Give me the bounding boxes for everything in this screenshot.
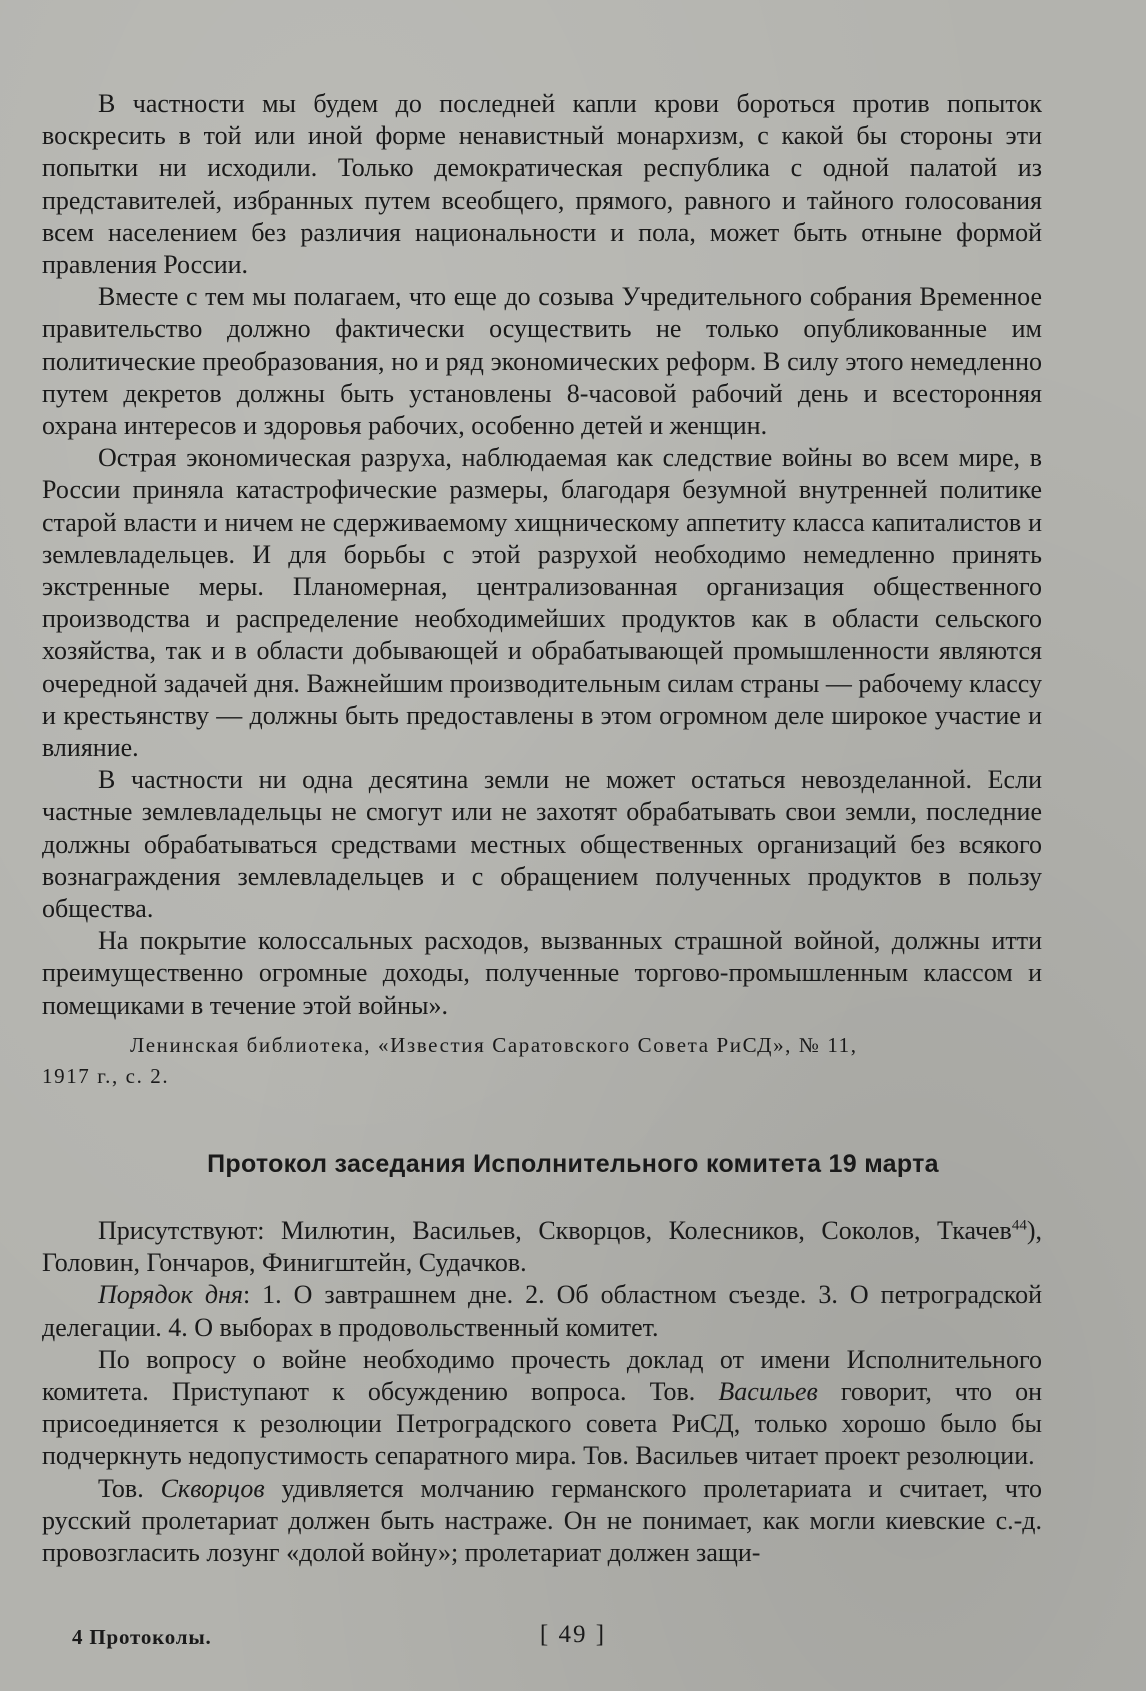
footnote-reference: 44: [1011, 1217, 1027, 1234]
discussion-text-1a: По вопросу о войне необходимо прочесть доклад от имени Исполнительного комитета. Приступают к обсуждению вопроса. Тов.: [42, 1344, 1042, 1407]
attendees-list: Милютин, Васильев, Скворцов, Колесников, Соколов, Ткачев: [281, 1216, 1012, 1245]
attendees-label: Присутствуют:: [98, 1216, 265, 1245]
citation-line-2: 1917 г., с. 2.: [42, 1064, 170, 1088]
printer-signature-mark: 4 Протоколы.: [72, 1625, 212, 1649]
speaker-name-vasiliev: Васильев: [718, 1377, 818, 1407]
agenda-label: Порядок дня: [98, 1280, 243, 1310]
discussion-text-2a: Тов.: [98, 1473, 161, 1503]
discussion-text-2b: удивляется молчанию германского пролетариата и считает, что русский пролетариат должен быть настраже. Он не понимает, как могли киевские с.-д. провозгласить лозунг «долой войну»; пролетариат должен защи-: [42, 1473, 1042, 1568]
discussion-paragraph-1: [42, 1344, 1042, 1473]
quote-paragraph-3: Острая экономическая разруха, наблюдаемая как следствие войны во всем мире, в России приняла катастрофические размеры, благодаря безумной внутренней политике старой власти и ничем не сдерживаемому хищническому аппетиту класса капиталистов и землевладельцев. И для борьбы с этой разрухой необходимо немедленно принять экстренные меры. Планомерная, централизованная организация общественного производства и распределение необходимейших продуктов как в области сельского хозяйства, так и в области добывающей и обрабатывающей промышленности являются очередной задачей дня. Важнейшим производительным силам страны — рабочему классу и крестьянству — должны быть предоставлены в этом огромном деле широкое участие и влияние.: [42, 443, 1042, 763]
quote-paragraph-2: Вместе с тем мы полагаем, что еще до созыва Учредительного собрания Временное правительство должно фактически осуществить не только опубликованные им политические преобразования, но и ряд экономических реформ. В силу этого немедленно путем декретов должны быть установлены 8-часовой рабочий день и всесторонняя охрана интересов и здоровья рабочих, особенно детей и женщин.: [42, 282, 1042, 441]
agenda-paragraph: [42, 1279, 1042, 1343]
citation-line-1: Ленинская библиотека, «Известия Саратовского Совета РиСД», № 11,: [130, 1033, 858, 1057]
quote-paragraph-4: В частности ни одна десятина земли не может остаться невозделанной. Если частные землевладельцы не смогут или не захотят обрабатывать свои земли, последние должны обрабатываться средствами местных общественных организаций без всякого вознаграждения землевладельцев и с обращением полученных продуктов в пользу общества.: [42, 765, 1042, 924]
speaker-name-skvortsov: Скворцов: [160, 1473, 265, 1503]
quote-paragraph-1: В частности мы будем до последней капли крови бороться против попыток воскресить в той или иной форме ненавистный монархизм, с какой бы стороны эти попытки ни исходили. Только демократическая республика с одной палатой из представителей, избранных путем всеобщего, прямого, равного и тайного голосования всем населением без различия национальности и пола, может быть отныне формой правления России.: [42, 89, 1042, 280]
quote-paragraph-5: На покрытие колоссальных расходов, вызванных страшной войной, должны итти преимущественно огромные доходы, полученные торгово-промышленным классом и помещиками в течение этой войны».: [42, 926, 1042, 1020]
discussion-paragraph-2: [42, 1473, 1042, 1570]
discussion-text-1b: говорит, что он присоединяется к резолюции Петроградского совета РиСД, только хорошо было бы подчеркнуть недопустимость сепаратного мира. Тов. Васильев читает проект резолюции.: [42, 1377, 1042, 1471]
page-number: [ 49 ]: [539, 1621, 607, 1648]
protocol-text: [42, 1215, 1042, 1569]
quoted-resolution-text: [42, 88, 1042, 1022]
section-heading: Протокол заседания Исполнительного комитета 19 марта: [207, 1150, 939, 1178]
attendees-paragraph: [42, 1215, 1042, 1279]
attendees-list-rest: ), Головин, Гончаров, Финигштейн, Судачков.: [42, 1216, 1043, 1278]
source-citation: [42, 1030, 1042, 1092]
agenda-items: : 1. О завтрашнем дне. 2. Об областном съезде. 3. О петроградской делегации. 4. О выборах в продовольственный комитет.: [42, 1280, 1042, 1342]
